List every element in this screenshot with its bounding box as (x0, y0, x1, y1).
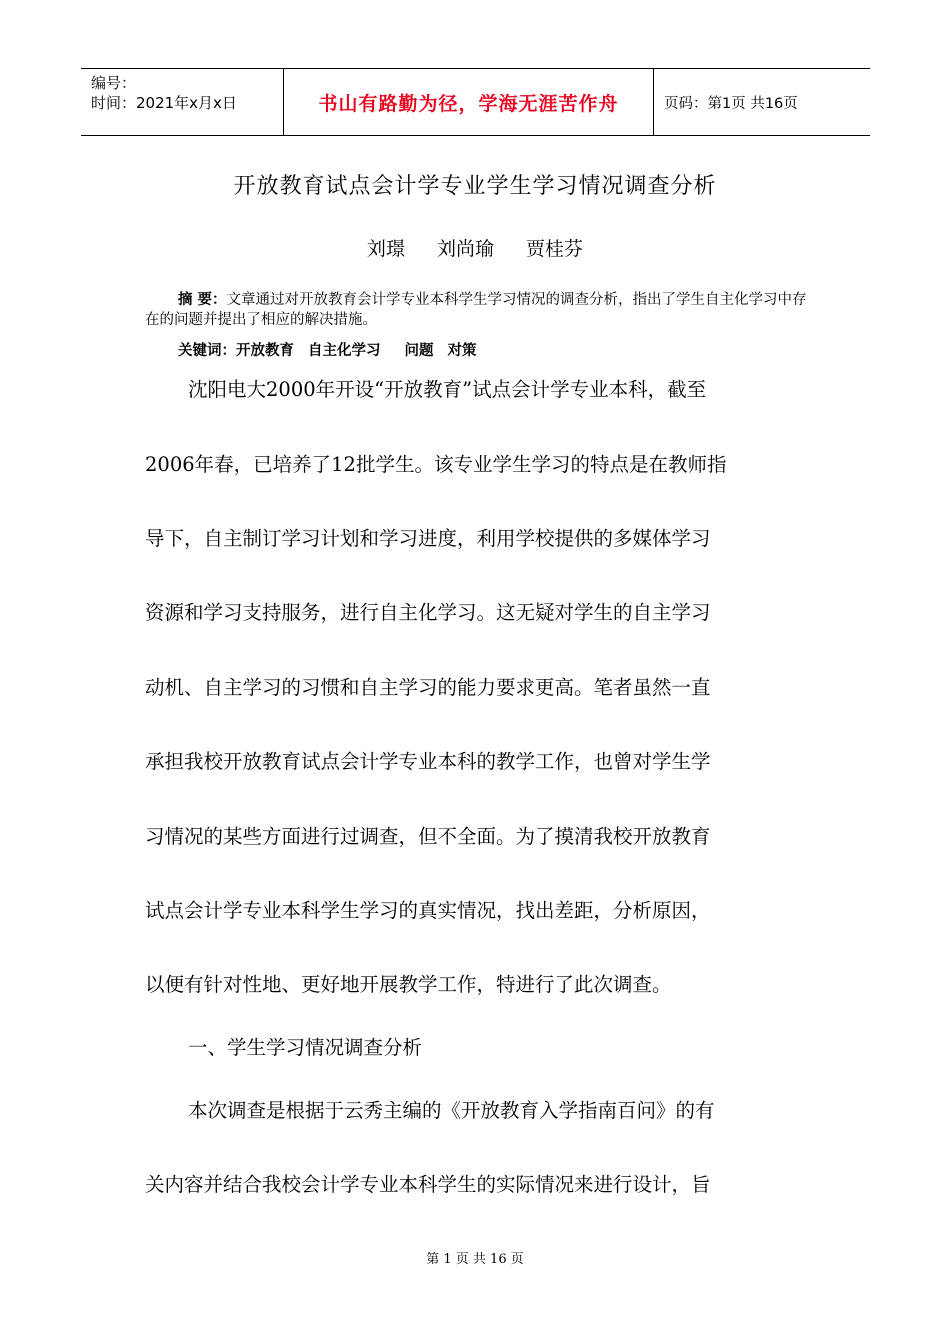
header-page-cell (654, 69, 870, 135)
author-name: 刘尚瑜 (436, 238, 494, 260)
body-line: 本次调查是根据于云秀主编的《开放教育入学指南百问》的有 (188, 1099, 715, 1122)
abstract-label: 摘 要： (178, 292, 227, 308)
page-info: 页码：第1页 共16页 (664, 95, 798, 112)
body-line: 以便有针对性地、更好地开展教学工作，特进行了此次调查。 (145, 973, 672, 996)
keyword: 对策 (447, 343, 477, 359)
header-motto-cell (283, 69, 654, 135)
body-line: 承担我校开放教育试点会计学专业本科的教学工作，也曾对学生学 (145, 750, 711, 773)
body-line: 动机、自主学习的习惯和自主学习的能力要求更高。笔者虽然一直 (145, 676, 711, 699)
header-table (81, 68, 870, 136)
body-line: 导下，自主制订学习计划和学习进度，利用学校提供的多媒体学习 (145, 527, 711, 550)
body-line: 沈阳电大2000年开设“开放教育”试点会计学专业本科，截至 (188, 378, 707, 401)
document-title: 开放教育试点会计学专业学生学习情况调查分析 (233, 174, 717, 199)
abstract-text: 文章通过对开放教育会计学专业本科学生学习情况的调查分析，指出了学生自主化学习中存在的问题并提出了相应的解决措施。 (145, 292, 807, 328)
keyword: 问题 (404, 343, 434, 359)
author-name: 刘璟 (366, 238, 405, 260)
page-footer: 第 1 页 共 16 页 (426, 1252, 524, 1267)
header-left-cell (81, 69, 283, 135)
section-heading: 一、学生学习情况调查分析 (188, 1036, 423, 1059)
keyword: 自主化学习 (308, 343, 381, 359)
body-line: 2006年春，已培养了12批学生。该专业学生学习的特点是在教师指 (145, 453, 727, 476)
abstract (145, 290, 810, 330)
time-label: 时间：2021年x月x日 (91, 94, 237, 112)
keywords-label: 关键词： (178, 343, 236, 359)
author-name: 贾桂芬 (526, 238, 584, 260)
authors (0, 234, 950, 261)
motto-text: 书山有路勤为径，学海无涯苦作舟 (318, 92, 619, 115)
keyword: 开放教育 (236, 343, 294, 359)
body-line: 习情况的某些方面进行过调查，但不全面。为了摸清我校开放教育 (145, 825, 711, 848)
body-line: 资源和学习支持服务，进行自主化学习。这无疑对学生的自主学习 (145, 601, 711, 624)
body-line: 试点会计学专业本科学生学习的真实情况，找出差距，分析原因， (145, 899, 711, 922)
body-line: 关内容并结合我校会计学专业本科学生的实际情况来进行设计，旨 (145, 1173, 711, 1196)
number-label: 编号： (91, 74, 137, 92)
keywords (178, 339, 491, 360)
